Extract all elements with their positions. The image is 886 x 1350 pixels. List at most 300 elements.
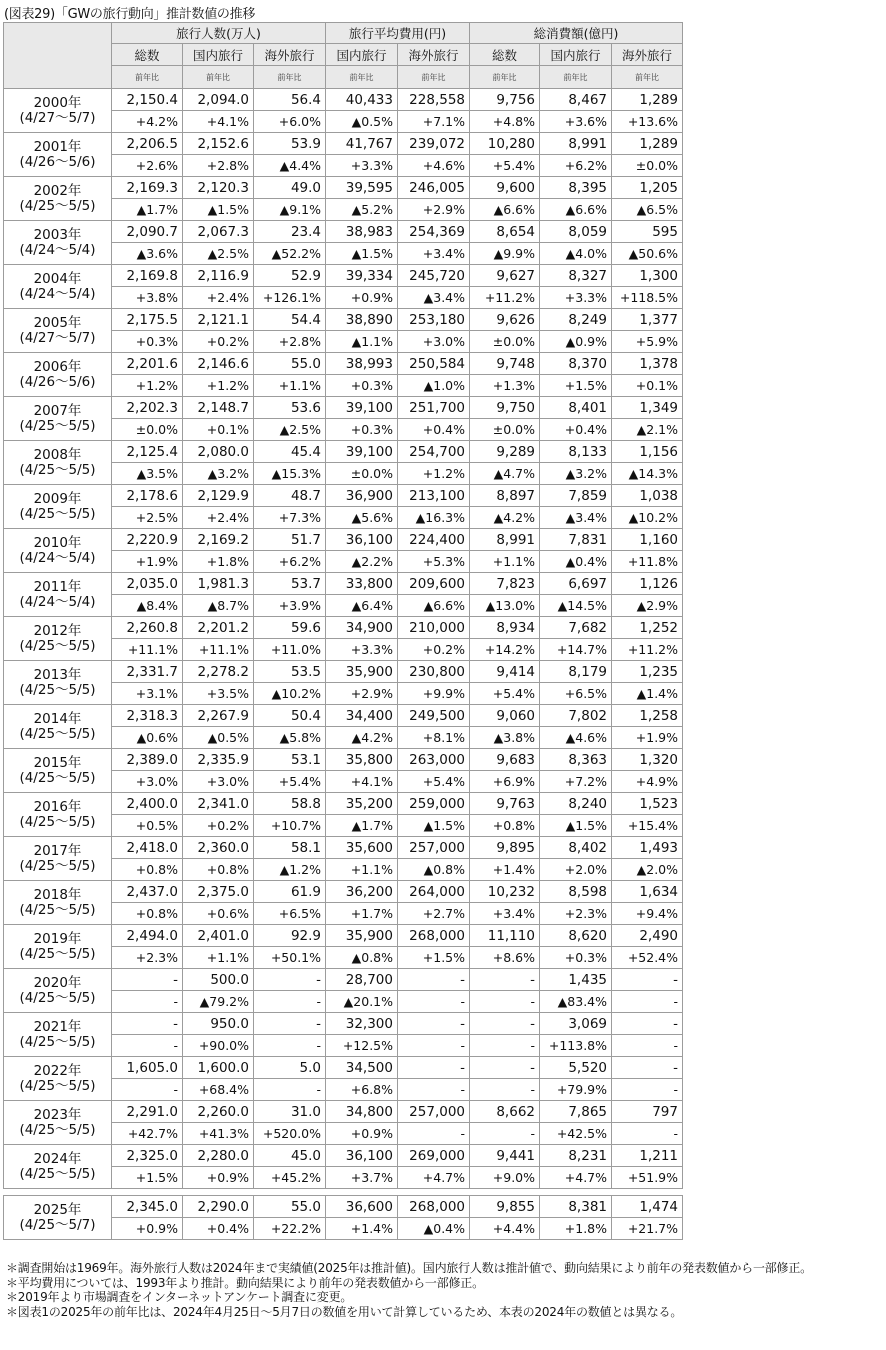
value-cell: 1,378 bbox=[612, 353, 683, 375]
value-cell: 9,855 bbox=[470, 1196, 540, 1218]
value-cell: 2,318.3 bbox=[112, 705, 183, 727]
value-cell: 2,291.0 bbox=[112, 1101, 183, 1123]
yoy-cell: +0.5% bbox=[112, 815, 183, 837]
year-label: 2009年 bbox=[33, 490, 82, 507]
yoy-cell: +2.8% bbox=[254, 331, 326, 353]
group-header-avg-cost: 旅行平均費用(円) bbox=[326, 23, 470, 44]
yoy-cell: - bbox=[470, 1035, 540, 1057]
year-cell bbox=[4, 749, 112, 793]
table-row-values bbox=[4, 617, 683, 639]
value-cell: 8,598 bbox=[540, 881, 612, 903]
footnote: ＊平均費用については、1993年より推計。動向結果により前年の発表数値から一部修正。 bbox=[6, 1275, 484, 1290]
value-cell: 239,072 bbox=[398, 133, 470, 155]
value-cell: 500.0 bbox=[183, 969, 254, 991]
period-label: (4/25～5/7) bbox=[19, 1216, 96, 1233]
value-cell: - bbox=[612, 1013, 683, 1035]
table-row-values bbox=[4, 969, 683, 991]
yoy-cell: +10.7% bbox=[254, 815, 326, 837]
value-cell: 1,289 bbox=[612, 133, 683, 155]
yoy-cell: +0.8% bbox=[470, 815, 540, 837]
yoy-cell: +1.2% bbox=[112, 375, 183, 397]
yoy-cell: +3.3% bbox=[326, 639, 398, 661]
gw-travel-table bbox=[3, 22, 683, 1240]
period-label: (4/25～5/5) bbox=[19, 813, 96, 830]
yoy-cell: ▲1.5% bbox=[398, 815, 470, 837]
yoy-cell: ▲1.5% bbox=[183, 199, 254, 221]
value-cell: 8,370 bbox=[540, 353, 612, 375]
value-cell: 51.7 bbox=[254, 529, 326, 551]
yoy-cell: +0.8% bbox=[183, 859, 254, 881]
yoy-cell: +3.4% bbox=[398, 243, 470, 265]
yoy-cell: - bbox=[470, 1079, 540, 1101]
yoy-cell: - bbox=[398, 1123, 470, 1145]
yoy-cell: +6.0% bbox=[254, 111, 326, 133]
yoy-cell: +4.1% bbox=[326, 771, 398, 793]
value-cell: 2,152.6 bbox=[183, 133, 254, 155]
yoy-cell: ▲1.4% bbox=[612, 683, 683, 705]
value-cell: 33,800 bbox=[326, 573, 398, 595]
yoy-cell: - bbox=[398, 1035, 470, 1057]
yoy-cell: ±0.0% bbox=[612, 155, 683, 177]
yoy-cell: +6.5% bbox=[540, 683, 612, 705]
value-cell: 1,289 bbox=[612, 89, 683, 111]
value-cell: 2,169.8 bbox=[112, 265, 183, 287]
yoy-cell: +1.2% bbox=[183, 375, 254, 397]
yoy-cell: +5.9% bbox=[612, 331, 683, 353]
yoy-cell: +4.2% bbox=[112, 111, 183, 133]
table-body bbox=[4, 89, 683, 1240]
yoy-cell: +8.6% bbox=[470, 947, 540, 969]
value-cell: 50.4 bbox=[254, 705, 326, 727]
value-cell: 7,823 bbox=[470, 573, 540, 595]
value-cell: 1,634 bbox=[612, 881, 683, 903]
value-cell: 36,100 bbox=[326, 1145, 398, 1167]
yoy-cell: +0.8% bbox=[112, 859, 183, 881]
yoy-cell: ▲1.1% bbox=[326, 331, 398, 353]
yoy-cell: +3.0% bbox=[183, 771, 254, 793]
value-cell: 92.9 bbox=[254, 925, 326, 947]
yoy-cell: ▲1.7% bbox=[326, 815, 398, 837]
year-label: 2021年 bbox=[33, 1018, 82, 1035]
value-cell: 34,800 bbox=[326, 1101, 398, 1123]
value-cell: - bbox=[398, 1057, 470, 1079]
yoy-cell: +1.1% bbox=[326, 859, 398, 881]
yoy-cell: +2.4% bbox=[183, 287, 254, 309]
value-cell: 39,100 bbox=[326, 397, 398, 419]
subheader-yoy: 前年比 bbox=[612, 66, 683, 89]
value-cell: 2,129.9 bbox=[183, 485, 254, 507]
yoy-cell: +13.6% bbox=[612, 111, 683, 133]
yoy-cell: +2.4% bbox=[183, 507, 254, 529]
yoy-cell: ▲10.2% bbox=[612, 507, 683, 529]
value-cell: 40,433 bbox=[326, 89, 398, 111]
value-cell: 36,600 bbox=[326, 1196, 398, 1218]
table-row-values bbox=[4, 397, 683, 419]
yoy-cell: +11.8% bbox=[612, 551, 683, 573]
yoy-cell: +5.4% bbox=[470, 683, 540, 705]
yoy-cell: +6.2% bbox=[540, 155, 612, 177]
value-cell: 2,178.6 bbox=[112, 485, 183, 507]
yoy-cell: ▲3.6% bbox=[112, 243, 183, 265]
value-cell: 39,100 bbox=[326, 441, 398, 463]
value-cell: - bbox=[612, 1057, 683, 1079]
value-cell: 1,211 bbox=[612, 1145, 683, 1167]
yoy-cell: +7.3% bbox=[254, 507, 326, 529]
year-cell bbox=[4, 1057, 112, 1101]
value-cell: 210,000 bbox=[398, 617, 470, 639]
value-cell: 56.4 bbox=[254, 89, 326, 111]
value-cell: 2,201.2 bbox=[183, 617, 254, 639]
value-cell: 9,756 bbox=[470, 89, 540, 111]
year-label: 2022年 bbox=[33, 1062, 82, 1079]
table-row-values bbox=[4, 1013, 683, 1035]
value-cell: 797 bbox=[612, 1101, 683, 1123]
year-cell bbox=[4, 397, 112, 441]
value-cell: 268,000 bbox=[398, 925, 470, 947]
value-cell: 23.4 bbox=[254, 221, 326, 243]
subheader-yoy: 前年比 bbox=[540, 66, 612, 89]
period-label: (4/25～5/5) bbox=[19, 461, 96, 478]
value-cell: 10,280 bbox=[470, 133, 540, 155]
value-cell: 2,290.0 bbox=[183, 1196, 254, 1218]
table-row-values bbox=[4, 1057, 683, 1079]
yoy-cell: +11.1% bbox=[112, 639, 183, 661]
yoy-cell: ▲52.2% bbox=[254, 243, 326, 265]
table-row-values bbox=[4, 441, 683, 463]
yoy-cell: - bbox=[470, 991, 540, 1013]
table-row-values bbox=[4, 485, 683, 507]
yoy-cell: +1.5% bbox=[112, 1167, 183, 1189]
yoy-cell: +6.8% bbox=[326, 1079, 398, 1101]
yoy-cell: - bbox=[254, 991, 326, 1013]
year-label: 2024年 bbox=[33, 1150, 82, 1167]
yoy-cell: +1.3% bbox=[470, 375, 540, 397]
yoy-cell: ±0.0% bbox=[112, 419, 183, 441]
value-cell: 2,121.1 bbox=[183, 309, 254, 331]
subheader-yoy: 前年比 bbox=[183, 66, 254, 89]
year-cell bbox=[4, 529, 112, 573]
yoy-cell: - bbox=[612, 1079, 683, 1101]
column-header: 国内旅行 bbox=[183, 44, 254, 66]
period-label: (4/25～5/5) bbox=[19, 857, 96, 874]
yoy-cell: +21.7% bbox=[612, 1218, 683, 1240]
period-label: (4/27～5/7) bbox=[19, 329, 96, 346]
yoy-cell: ▲6.6% bbox=[540, 199, 612, 221]
yoy-cell: - bbox=[254, 1035, 326, 1057]
yoy-cell: +0.3% bbox=[540, 947, 612, 969]
value-cell: 8,991 bbox=[540, 133, 612, 155]
value-cell: 1,126 bbox=[612, 573, 683, 595]
yoy-cell: ▲3.8% bbox=[470, 727, 540, 749]
value-cell: 32,300 bbox=[326, 1013, 398, 1035]
value-cell: 9,748 bbox=[470, 353, 540, 375]
yoy-cell: +2.5% bbox=[112, 507, 183, 529]
yoy-cell: +1.9% bbox=[612, 727, 683, 749]
yoy-cell: +1.8% bbox=[540, 1218, 612, 1240]
yoy-cell: +1.9% bbox=[112, 551, 183, 573]
table-row-values bbox=[4, 573, 683, 595]
value-cell: 35,600 bbox=[326, 837, 398, 859]
yoy-cell: +15.4% bbox=[612, 815, 683, 837]
value-cell: 228,558 bbox=[398, 89, 470, 111]
yoy-cell: +2.9% bbox=[326, 683, 398, 705]
yoy-cell: ▲3.4% bbox=[540, 507, 612, 529]
value-cell: 264,000 bbox=[398, 881, 470, 903]
year-cell bbox=[4, 133, 112, 177]
yoy-cell: ▲3.2% bbox=[540, 463, 612, 485]
year-label: 2000年 bbox=[33, 94, 82, 111]
value-cell: 9,600 bbox=[470, 177, 540, 199]
value-cell: 224,400 bbox=[398, 529, 470, 551]
value-cell: 213,100 bbox=[398, 485, 470, 507]
yoy-cell: ▲4.6% bbox=[540, 727, 612, 749]
value-cell: 3,069 bbox=[540, 1013, 612, 1035]
yoy-cell: ▲2.9% bbox=[612, 595, 683, 617]
yoy-cell: ▲10.2% bbox=[254, 683, 326, 705]
value-cell: 254,369 bbox=[398, 221, 470, 243]
row-spacer bbox=[4, 1189, 683, 1196]
period-label: (4/25～5/5) bbox=[19, 1121, 96, 1138]
yoy-cell: ▲0.4% bbox=[398, 1218, 470, 1240]
value-cell: 6,697 bbox=[540, 573, 612, 595]
yoy-cell: +0.8% bbox=[112, 903, 183, 925]
yoy-cell: +0.3% bbox=[326, 419, 398, 441]
value-cell: 39,595 bbox=[326, 177, 398, 199]
yoy-cell: ▲0.5% bbox=[183, 727, 254, 749]
yoy-cell: ▲4.2% bbox=[470, 507, 540, 529]
footnote: ＊図表1の2025年の前年比は、2024年4月25日～5月7日の数値を用いて計算しているため、本表の2024年の数値とは異なる。 bbox=[6, 1304, 683, 1319]
yoy-cell: +1.5% bbox=[540, 375, 612, 397]
yoy-cell: +7.1% bbox=[398, 111, 470, 133]
period-label: (4/25～5/5) bbox=[19, 769, 96, 786]
value-cell: 1,156 bbox=[612, 441, 683, 463]
value-cell: 2,201.6 bbox=[112, 353, 183, 375]
yoy-cell: +113.8% bbox=[540, 1035, 612, 1057]
yoy-cell: - bbox=[112, 1035, 183, 1057]
yoy-cell: ▲6.6% bbox=[398, 595, 470, 617]
value-cell: - bbox=[612, 969, 683, 991]
yoy-cell: +2.0% bbox=[540, 859, 612, 881]
yoy-cell: +2.6% bbox=[112, 155, 183, 177]
yoy-cell: +42.5% bbox=[540, 1123, 612, 1145]
yoy-cell: +79.9% bbox=[540, 1079, 612, 1101]
year-label: 2010年 bbox=[33, 534, 82, 551]
year-cell bbox=[4, 89, 112, 133]
table-row-values bbox=[4, 749, 683, 771]
yoy-cell: +3.9% bbox=[254, 595, 326, 617]
period-label: (4/25～5/5) bbox=[19, 197, 96, 214]
yoy-cell: +0.3% bbox=[112, 331, 183, 353]
table-row-values bbox=[4, 705, 683, 727]
yoy-cell: ±0.0% bbox=[470, 331, 540, 353]
yoy-cell: +0.2% bbox=[183, 331, 254, 353]
value-cell: 28,700 bbox=[326, 969, 398, 991]
year-cell bbox=[4, 1196, 112, 1240]
yoy-cell: ▲2.1% bbox=[612, 419, 683, 441]
value-cell: 7,831 bbox=[540, 529, 612, 551]
value-cell: - bbox=[470, 1057, 540, 1079]
value-cell: 5,520 bbox=[540, 1057, 612, 1079]
value-cell: - bbox=[398, 1013, 470, 1035]
year-label: 2003年 bbox=[33, 226, 82, 243]
value-cell: 48.7 bbox=[254, 485, 326, 507]
value-cell: 2,202.3 bbox=[112, 397, 183, 419]
yoy-cell: +51.9% bbox=[612, 1167, 683, 1189]
value-cell: 2,345.0 bbox=[112, 1196, 183, 1218]
value-cell: 8,401 bbox=[540, 397, 612, 419]
yoy-cell: ▲5.2% bbox=[326, 199, 398, 221]
yoy-cell: +52.4% bbox=[612, 947, 683, 969]
yoy-cell: +9.4% bbox=[612, 903, 683, 925]
value-cell: 2,494.0 bbox=[112, 925, 183, 947]
value-cell: 595 bbox=[612, 221, 683, 243]
value-cell: 8,402 bbox=[540, 837, 612, 859]
yoy-cell: - bbox=[112, 991, 183, 1013]
yoy-cell: +0.4% bbox=[183, 1218, 254, 1240]
year-cell bbox=[4, 353, 112, 397]
year-cell bbox=[4, 1101, 112, 1145]
value-cell: 58.8 bbox=[254, 793, 326, 815]
year-label: 2016年 bbox=[33, 798, 82, 815]
yoy-cell: +0.1% bbox=[612, 375, 683, 397]
yoy-cell: +5.4% bbox=[470, 155, 540, 177]
yoy-cell: ▲2.5% bbox=[254, 419, 326, 441]
value-cell: 9,763 bbox=[470, 793, 540, 815]
table-row-values bbox=[4, 265, 683, 287]
value-cell: 245,720 bbox=[398, 265, 470, 287]
year-label: 2001年 bbox=[33, 138, 82, 155]
value-cell: 9,414 bbox=[470, 661, 540, 683]
yoy-cell: ▲15.3% bbox=[254, 463, 326, 485]
value-cell: 1,320 bbox=[612, 749, 683, 771]
year-label: 2002年 bbox=[33, 182, 82, 199]
period-label: (4/24～5/4) bbox=[19, 285, 96, 302]
value-cell: 52.9 bbox=[254, 265, 326, 287]
value-cell: 1,160 bbox=[612, 529, 683, 551]
yoy-cell: - bbox=[470, 1123, 540, 1145]
year-cell bbox=[4, 705, 112, 749]
value-cell: 2,175.5 bbox=[112, 309, 183, 331]
value-cell: 254,700 bbox=[398, 441, 470, 463]
yoy-cell: ▲83.4% bbox=[540, 991, 612, 1013]
year-cell bbox=[4, 1145, 112, 1189]
yoy-cell: +3.5% bbox=[183, 683, 254, 705]
yoy-cell: - bbox=[398, 1079, 470, 1101]
yoy-cell: +4.9% bbox=[612, 771, 683, 793]
value-cell: 250,584 bbox=[398, 353, 470, 375]
period-label: (4/25～5/5) bbox=[19, 1165, 96, 1182]
yoy-cell: +3.1% bbox=[112, 683, 183, 705]
yoy-cell: +90.0% bbox=[183, 1035, 254, 1057]
yoy-cell: - bbox=[612, 1035, 683, 1057]
period-label: (4/24～5/4) bbox=[19, 549, 96, 566]
value-cell: 1,435 bbox=[540, 969, 612, 991]
value-cell: 34,900 bbox=[326, 617, 398, 639]
value-cell: - bbox=[470, 1013, 540, 1035]
column-header: 国内旅行 bbox=[326, 44, 398, 66]
yoy-cell: ▲20.1% bbox=[326, 991, 398, 1013]
yoy-cell: +2.3% bbox=[112, 947, 183, 969]
value-cell: 230,800 bbox=[398, 661, 470, 683]
value-cell: 2,120.3 bbox=[183, 177, 254, 199]
yoy-cell: ▲5.6% bbox=[326, 507, 398, 529]
value-cell: 1,493 bbox=[612, 837, 683, 859]
year-cell bbox=[4, 221, 112, 265]
yoy-cell: +5.4% bbox=[254, 771, 326, 793]
yoy-cell: +8.1% bbox=[398, 727, 470, 749]
yoy-cell: ▲6.5% bbox=[612, 199, 683, 221]
value-cell: 2,067.3 bbox=[183, 221, 254, 243]
yoy-cell: +1.2% bbox=[398, 463, 470, 485]
footnote: ＊調査開始は1969年。海外旅行人数は2024年まで実績値(2025年は推計値)。国内旅行人数は推計値で、動向結果により前年の発表数値から一部修正。 bbox=[6, 1261, 812, 1275]
yoy-cell: +1.1% bbox=[254, 375, 326, 397]
yoy-cell: +0.9% bbox=[326, 287, 398, 309]
value-cell: 31.0 bbox=[254, 1101, 326, 1123]
value-cell: 8,363 bbox=[540, 749, 612, 771]
yoy-cell: +68.4% bbox=[183, 1079, 254, 1101]
period-label: (4/26～5/6) bbox=[19, 373, 96, 390]
yoy-cell: +5.4% bbox=[398, 771, 470, 793]
value-cell: 246,005 bbox=[398, 177, 470, 199]
year-label: 2011年 bbox=[33, 578, 82, 595]
yoy-cell: +45.2% bbox=[254, 1167, 326, 1189]
value-cell: 1,600.0 bbox=[183, 1057, 254, 1079]
yoy-cell: +3.3% bbox=[540, 287, 612, 309]
yoy-cell: ▲6.4% bbox=[326, 595, 398, 617]
table-row-values bbox=[4, 529, 683, 551]
yoy-cell: ▲3.5% bbox=[112, 463, 183, 485]
table-row-values bbox=[4, 133, 683, 155]
value-cell: 8,934 bbox=[470, 617, 540, 639]
value-cell: - bbox=[398, 969, 470, 991]
yoy-cell: +3.3% bbox=[326, 155, 398, 177]
value-cell: 55.0 bbox=[254, 353, 326, 375]
value-cell: 5.0 bbox=[254, 1057, 326, 1079]
value-cell: 2,490 bbox=[612, 925, 683, 947]
yoy-cell: ▲1.2% bbox=[254, 859, 326, 881]
yoy-cell: ▲79.2% bbox=[183, 991, 254, 1013]
yoy-cell: +6.9% bbox=[470, 771, 540, 793]
yoy-cell: ▲16.3% bbox=[398, 507, 470, 529]
value-cell: 2,146.6 bbox=[183, 353, 254, 375]
value-cell: 2,400.0 bbox=[112, 793, 183, 815]
yoy-cell: +520.0% bbox=[254, 1123, 326, 1145]
value-cell: 1,205 bbox=[612, 177, 683, 199]
yoy-cell: +0.9% bbox=[326, 1123, 398, 1145]
value-cell: 8,327 bbox=[540, 265, 612, 287]
value-cell: 269,000 bbox=[398, 1145, 470, 1167]
year-cell bbox=[4, 309, 112, 353]
yoy-cell: ▲6.6% bbox=[470, 199, 540, 221]
period-label: (4/25～5/5) bbox=[19, 945, 96, 962]
value-cell: 55.0 bbox=[254, 1196, 326, 1218]
yoy-cell: +3.4% bbox=[470, 903, 540, 925]
period-label: (4/24～5/4) bbox=[19, 241, 96, 258]
value-cell: - bbox=[112, 1013, 183, 1035]
table-row-values bbox=[4, 1101, 683, 1123]
value-cell: 257,000 bbox=[398, 1101, 470, 1123]
value-cell: 2,278.2 bbox=[183, 661, 254, 683]
value-cell: 35,900 bbox=[326, 925, 398, 947]
year-label: 2005年 bbox=[33, 314, 82, 331]
year-cell bbox=[4, 573, 112, 617]
value-cell: 253,180 bbox=[398, 309, 470, 331]
year-label: 2020年 bbox=[33, 974, 82, 991]
value-cell: 2,169.3 bbox=[112, 177, 183, 199]
yoy-cell: +1.1% bbox=[470, 551, 540, 573]
yoy-cell: ▲4.0% bbox=[540, 243, 612, 265]
yoy-cell: ▲1.5% bbox=[326, 243, 398, 265]
